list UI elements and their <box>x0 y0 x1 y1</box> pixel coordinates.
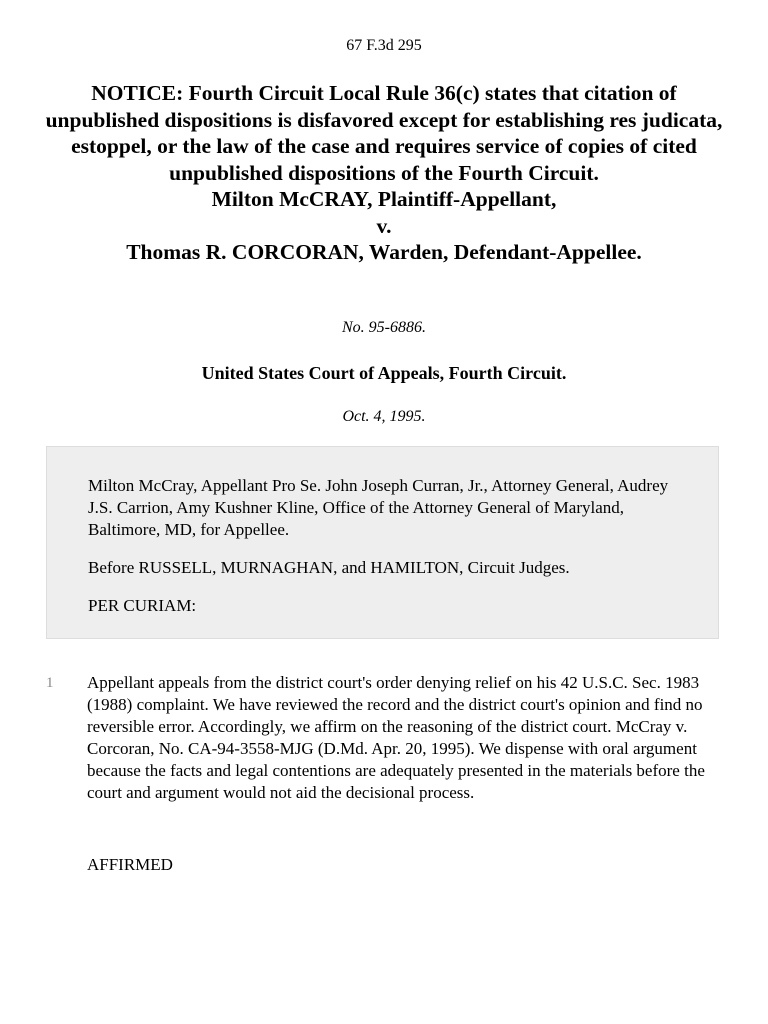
local-rule-notice: NOTICE: Fourth Circuit Local Rule 36(c) states that citation of unpublished dispositions is disfavored except for establishing res judicata, estoppel, or the law of the case and requires service of copies of cited unpublished dispositions of the Fourth Circuit. <box>45 81 723 185</box>
paragraph-number: 1 <box>46 675 54 691</box>
reporter-citation: 67 F.3d 295 <box>346 37 422 54</box>
judges-line: Before RUSSELL, MURNAGHAN, and HAMILTON, Circuit Judges. <box>88 558 570 577</box>
counsel-listing: Milton McCray, Appellant Pro Se. John Joseph Curran, Jr., Attorney General, Audrey J.S. Carrion, Amy Kushner Kline, Office of the Attorney General of Maryland, Baltimore, MD, for Appellee. <box>88 476 669 539</box>
opinion-paragraph: Appellant appeals from the district court's order denying relief on his 42 U.S.C. Sec. 1983 (1988) complaint. We have reviewed the record and the district court's opinion and find no reversible error. Accordingly, we affirm on the reasoning of the district court. McCray v. Corcoran, No. CA-94-3558-MJG (D.Md. Apr. 20, 1995). We dispense with oral argument because the facts and legal contentions are adequately presented in the materials before the court and argument would not aid the decisional process. <box>87 673 705 802</box>
disposition-label: AFFIRMED <box>87 855 173 874</box>
per-curiam-label: PER CURIAM: <box>88 596 197 615</box>
versus-label: v. <box>376 213 392 238</box>
decision-date: Oct. 4, 1995. <box>342 408 426 425</box>
plaintiff-name: Milton McCRAY, Plaintiff-Appellant, <box>211 187 557 211</box>
case-caption <box>40 80 728 266</box>
counsel-panel <box>46 446 719 639</box>
court-name: United States Court of Appeals, Fourth Circuit. <box>201 363 567 383</box>
docket-number: No. 95-6886. <box>342 319 426 336</box>
defendant-name: Thomas R. CORCORAN, Warden, Defendant-Appellee. <box>126 240 642 264</box>
